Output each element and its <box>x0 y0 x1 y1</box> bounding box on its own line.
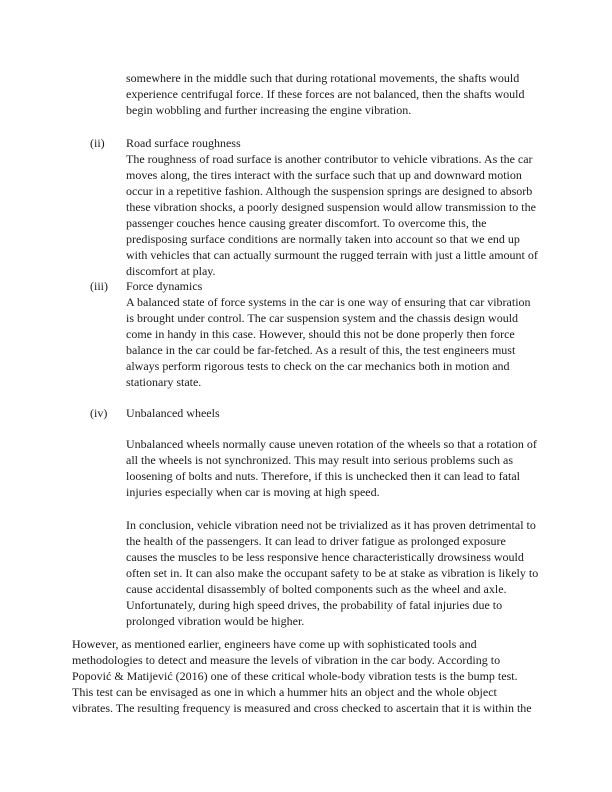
list-item-body <box>126 151 540 279</box>
list-item-heading: Force dynamics <box>126 279 203 293</box>
continuation-paragraph <box>126 70 540 118</box>
text-line: with vehicles that can actually surmount the rugged terrain with just a little amount of <box>126 248 538 262</box>
text-line: methodologies to detect and measure the levels of vibration in the car body. According to <box>72 653 501 667</box>
text-line: injuries especially when car is moving at high speed. <box>126 485 380 499</box>
text-line: In conclusion, vehicle vibration need not be trivialized as it has proven detrimental to <box>126 518 536 532</box>
text-line: prolonged vibration would be higher. <box>126 614 305 628</box>
text-line: always perform rigorous tests to check on the car mechanics both in motion and <box>126 359 510 373</box>
text-line: predisposing surface conditions are normally taken into account so that we end up <box>126 232 520 246</box>
text-line: often set in. It can also make the occupant safety to be at stake as vibration is likely to <box>126 566 539 580</box>
text-line: A balanced state of force systems in the car is one way of ensuring that car vibration <box>126 295 531 309</box>
text-line: all the wheels is not synchronized. This may result into serious problems such as <box>126 453 514 467</box>
text-line: balance in the car could be far-fetched. As a result of this, the test engineers must <box>126 343 516 357</box>
text-line: However, as mentioned earlier, engineers have come up with sophisticated tools and <box>72 637 477 651</box>
text-line: occur in a repetitive fashion. Although the suspension springs are designed to absorb <box>126 184 533 198</box>
text-line: Popović & Matijević (2016) one of these critical whole-body vibration tests is the bump test. <box>72 669 518 683</box>
conclusion-paragraph <box>126 517 540 629</box>
list-item-number: (iii) <box>90 279 108 293</box>
text-line: Unbalanced wheels normally cause uneven rotation of the wheels so that a rotation of <box>126 437 537 451</box>
text-line: stationary state. <box>126 375 202 389</box>
list-item-body <box>126 436 540 500</box>
text-line: discomfort at play. <box>126 264 216 278</box>
list-item-number: (ii) <box>90 136 105 150</box>
closing-paragraph <box>72 636 540 716</box>
text-line: moves along, the tires interact with the surface such that up and downward motion <box>126 168 522 182</box>
list-item-number: (iv) <box>90 406 108 420</box>
text-line: somewhere in the middle such that during rotational movements, the shafts would <box>126 71 520 85</box>
list-item-heading: Unbalanced wheels <box>126 406 220 420</box>
text-line: vibrates. The resulting frequency is measured and cross checked to ascertain that it is within the <box>72 701 532 715</box>
text-line: come in handy in this case. However, should this not be done properly then force <box>126 327 515 341</box>
text-line: begin wobbling and further increasing the engine vibration. <box>126 103 412 117</box>
text-line: these vibration shocks, a poorly designed suspension would allow transmission to the <box>126 200 536 214</box>
text-line: experience centrifugal force. If these forces are not balanced, then the shafts would <box>126 87 525 101</box>
text-line: causes the muscles to be less responsive hence characteristically drowsiness would <box>126 550 524 564</box>
text-line: The roughness of road surface is another contributor to vehicle vibrations. As the car <box>126 152 533 166</box>
text-line: Unfortunately, during high speed drives, the probability of fatal injuries due to <box>126 598 503 612</box>
list-item-heading: Road surface roughness <box>126 136 241 150</box>
text-line: the health of the passengers. It can lead to driver fatigue as prolonged exposure <box>126 534 506 548</box>
text-line: This test can be envisaged as one in which a hummer hits an object and the whole object <box>72 685 497 699</box>
text-line: passenger couches hence causing greater discomfort. To overcome this, the <box>126 216 487 230</box>
text-line: loosening of bolts and nuts. Therefore, if this is unchecked then it can lead to fatal <box>126 469 521 483</box>
list-item-body <box>126 294 540 390</box>
text-line: cause accidental disassembly of bolted components such as the wheel and axle. <box>126 582 507 596</box>
text-line: is brought under control. The car suspension system and the chassis design would <box>126 311 519 325</box>
